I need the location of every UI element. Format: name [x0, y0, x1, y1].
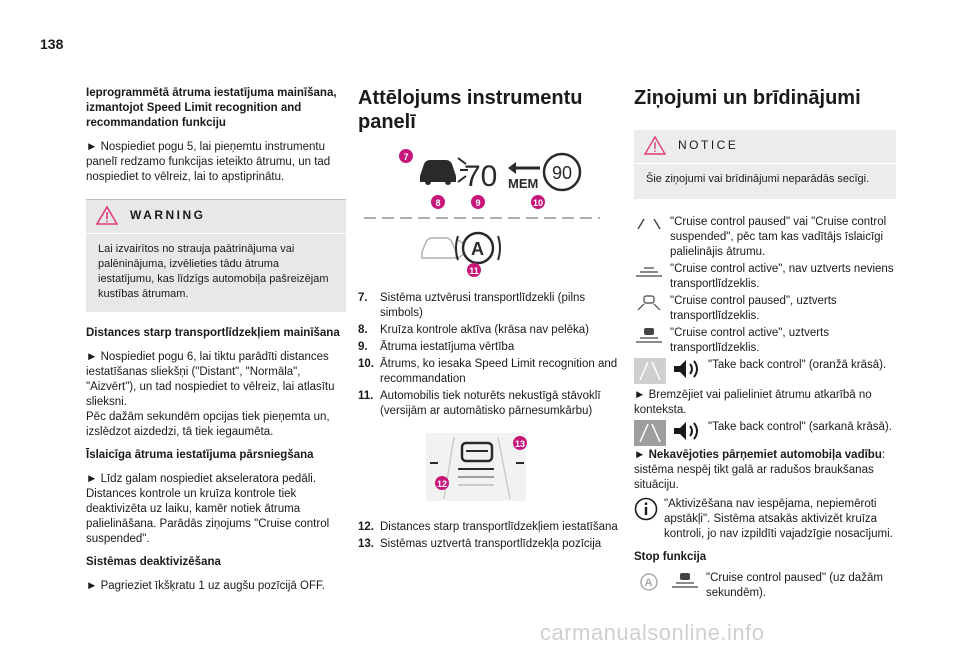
info-circle-icon — [634, 497, 658, 521]
auto-hold-grey-icon — [634, 571, 664, 593]
distance-illustration — [358, 429, 620, 507]
legend-item — [358, 537, 620, 552]
hands-on-alert-icon — [634, 420, 666, 446]
legend-list-b — [358, 520, 620, 552]
callout-9 — [471, 195, 485, 209]
message-text-9: "Aktivizēšana nav iespējama, nepiemēroti apstākļi". Sistēma atsakās aktivizēt kruīza kontroli, jo nav izpildīti vajadzīgie nosacījumi. — [664, 498, 893, 540]
auto-hold-icon — [456, 233, 500, 263]
legend-text: Sistēma uztvērusi transportlīdzekli (pilns simbols) — [380, 292, 586, 319]
section-heading-speed-limit: Ieprogrammētā ātruma iestatījuma mainīšana, izmantojot Speed Limit recognition and recommandation funkciju — [86, 87, 337, 129]
speaker-sound-icon — [672, 358, 702, 380]
legend-item — [358, 340, 620, 355]
paragraph-option-accepted: Pēc dažām sekundēm opcijas tiek pieņemta un, izslēdzot aizdedzi, tā tiek iegaumēta. — [86, 411, 330, 438]
legend-list-a — [358, 291, 620, 419]
vehicle-outline-icon — [634, 294, 664, 312]
message-text-8-bold: ► Nekavējoties pārņemiet automobiļa vadību — [634, 449, 882, 461]
legend-text: Automobilis tiek noturēts nekustīgā stāvoklī (versijām ar automātisko pārnesumkārbu) — [380, 390, 601, 417]
message-text-4: "Cruise control active", uztverts transportlīdzeklis. — [670, 327, 829, 354]
mem-arrow-icon — [508, 162, 540, 174]
svg-text:11: 11 — [469, 266, 479, 276]
notice-text: Šie ziņojumi vai brīdinājumi neparādās secīgi. — [646, 173, 870, 185]
page-number: 138 — [40, 36, 64, 52]
message-text-2: "Cruise control active", nav uztverts neviens transportlīdzeklis. — [670, 263, 894, 290]
speaker-alert-icon — [672, 420, 702, 442]
svg-text:10: 10 — [532, 198, 544, 208]
message-row-active-vehicle — [634, 326, 896, 356]
left-column — [86, 86, 346, 594]
section-heading-deactivate: Sistēmas deaktivizēšana — [86, 556, 221, 568]
message-row-paused-vehicle — [634, 294, 896, 324]
legend-number: 10. — [358, 358, 374, 370]
road-lines-icon — [634, 215, 664, 231]
legend-text: Ātrums, ko iesaka Speed Limit recognition and recommandation — [380, 358, 618, 385]
paragraph-press-button-5: ► Nospiediet pogu 5, lai pieņemtu instrumentu panelī redzamo funkcijas ieteikto ātrumu, un tad nospiediet to vēlreiz, lai to apstiprinātu. — [86, 141, 331, 183]
message-text-6: ► Bremzējiet vai palieliniet ātrumu atkarībā no konteksta. — [634, 389, 872, 416]
message-text-7: "Take back control" (sarkanā krāsā). — [708, 421, 892, 433]
legend-item — [358, 357, 620, 387]
section-heading-messages: Ziņojumi un brīdinājumi — [634, 87, 861, 109]
notice-triangle-icon — [644, 136, 666, 155]
message-text-3: "Cruise control paused", uztverts transportlīdzeklis. — [670, 295, 837, 322]
section-heading-override: Īslaicīga ātruma iestatījuma pārsniegšana — [86, 449, 314, 461]
svg-text:13: 13 — [514, 439, 526, 449]
callout-11 — [467, 263, 481, 277]
cruise-car-icon — [420, 158, 468, 185]
warning-title: WARNING — [130, 208, 206, 222]
section-heading-instrument-panel: Attēlojums instrumentu panelī — [358, 87, 583, 133]
paragraph-turn-wheel: ► Pagrieziet īkšķratu 1 uz augšu pozīcijā OFF. — [86, 580, 325, 592]
notice-box — [634, 130, 896, 199]
speed-setting-value: 70 — [464, 160, 498, 193]
notice-title: NOTICE — [678, 138, 739, 152]
road-lane-icon — [634, 262, 664, 278]
svg-text:8: 8 — [435, 198, 441, 208]
message-text-1: "Cruise control paused" vai "Cruise control suspended", pēc tam kas vadītājs īslaicīgi palielinājis ātrumu. — [670, 216, 887, 258]
middle-column — [358, 86, 620, 552]
callout-10 — [531, 195, 545, 209]
message-row-take-back-orange — [634, 358, 896, 384]
legend-item — [358, 323, 620, 338]
warning-box — [86, 199, 346, 312]
legend-item — [358, 389, 620, 419]
notice-header — [634, 130, 896, 164]
warning-text: Lai izvairītos no strauja paātrinājuma vai palēninājuma, izvēlieties tādu ātruma iestatījumu, kas līdzīgs automobiļa pašreizējam kustības ātrumam. — [98, 243, 329, 300]
message-row-stop — [634, 571, 896, 601]
legend-number: 11. — [358, 390, 374, 402]
paragraph-press-button-6: ► Nospiediet pogu 6, lai tiktu parādīti distances iestatīšanas sliekšņi ("Distant", "Normāla", "Aizvērt"), un tad nospiediet to vēlreiz, lai atlasītu slieksni. — [86, 351, 335, 408]
right-column — [634, 86, 896, 601]
watermark: carmanualsonline.info — [540, 620, 765, 645]
message-text-8: : sistēma nespēj tikt galā ar radušos braukšanas situāciju. — [634, 449, 886, 491]
legend-number: 12. — [358, 521, 374, 533]
legend-number: 8. — [358, 324, 368, 336]
message-text-10: "Cruise control paused" (uz dažām sekundēm). — [706, 572, 883, 599]
message-row-activation-impossible — [634, 497, 896, 542]
mem-label: MEM — [508, 176, 539, 191]
svg-text:12: 12 — [436, 479, 448, 489]
message-row-paused-suspended — [634, 215, 896, 260]
hands-on-warning-icon — [634, 358, 666, 384]
vehicle-lane-small-icon — [670, 571, 700, 589]
message-row-active-no-vehicle — [634, 262, 896, 292]
legend-text: Distances starp transportlīdzekļiem iestatīšana — [380, 521, 618, 533]
callout-12 — [435, 476, 449, 490]
legend-item — [358, 520, 620, 535]
legend-number: 13. — [358, 538, 374, 550]
legend-text: Kruīza kontrole aktīva (krāsa nav pelēka) — [380, 324, 590, 336]
callout-8 — [431, 195, 445, 209]
section-heading-stop: Stop funkcija — [634, 551, 707, 563]
svg-text:A: A — [644, 577, 653, 589]
legend-text: Sistēmas uztvertā transportlīdzekļa pozīcija — [380, 538, 602, 550]
message-row-take-back-red — [634, 420, 896, 446]
warning-header — [86, 200, 346, 234]
legend-number: 9. — [358, 341, 368, 353]
paragraph-accelerator: ► Līdz galam nospiediet akseleratora pedāli. Distances kontrole un kruīza kontrole tiek deaktivizēta uz laiku, kamēr notiek ātruma palielināšana. Parādās ziņojums "Cruise control suspended". — [86, 473, 330, 545]
svg-text:9: 9 — [475, 198, 481, 208]
svg-text:A: A — [471, 239, 484, 259]
speed-limit-value: 90 — [552, 163, 573, 183]
section-heading-distance: Distances starp transportlīdzekļiem mainīšana — [86, 327, 340, 339]
message-take-control — [634, 448, 896, 493]
vehicle-lane-icon — [634, 326, 664, 344]
legend-text: Ātruma iestatījuma vērtība — [380, 341, 515, 353]
callout-13 — [513, 436, 527, 450]
callout-7 — [399, 149, 413, 163]
message-text-5: "Take back control" (oranžā krāsā). — [708, 359, 887, 371]
legend-item — [358, 291, 620, 321]
instrument-panel-illustration — [358, 140, 620, 280]
warning-triangle-icon — [96, 206, 118, 225]
svg-text:7: 7 — [403, 152, 409, 162]
legend-number: 7. — [358, 292, 368, 304]
